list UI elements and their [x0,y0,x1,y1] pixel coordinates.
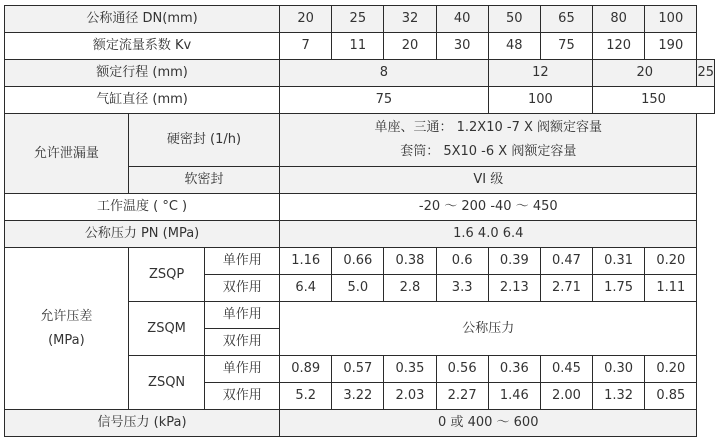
single-acting-label: 单作用 [205,302,280,329]
soft-seal-label: 软密封 [128,167,279,194]
kv-value: 7 [280,33,332,60]
zsqn-single-value: 0.35 [384,356,436,383]
zsqp-double-value: 2.71 [540,275,592,302]
kv-value: 190 [645,33,697,60]
dn-value: 100 [645,6,697,33]
zsqp-double-value: 3.3 [436,275,488,302]
zsqn-single-value: 0.36 [488,356,540,383]
zsqn-double-value: 2.00 [540,383,592,410]
kv-value: 30 [436,33,488,60]
hard-seal-line: 单座、三通： 1.2X10 -7 X 阀额定容量 [374,120,603,135]
zsqp-single-value: 0.47 [540,248,592,275]
zsqp-double-value: 6.4 [280,275,332,302]
zsqp-single-value: 0.38 [384,248,436,275]
diff-label [5,248,129,410]
dn-value: 80 [593,6,645,33]
zsqn-double-value: 3.22 [332,383,384,410]
pressure-value: 1.6 4.0 6.4 [280,221,697,248]
zsqn-single-value: 0.89 [280,356,332,383]
pressure-label: 公称压力 PN (MPa) [5,221,280,248]
temperature-value: -20 ～ 200 -40 ～ 450 [280,194,697,221]
row-zsqp-single [5,248,715,275]
zsqm-value: 公称压力 [280,302,697,356]
dn-value: 50 [488,6,540,33]
zsqp-single-value: 0.6 [436,248,488,275]
diff-label-unit: (MPa) [48,332,85,348]
zsqp-single-value: 0.20 [645,248,697,275]
signal-value: 0 或 400 ～ 600 [280,410,697,437]
zsqp-single-value: 1.16 [280,248,332,275]
zsqp-single-value: 0.66 [332,248,384,275]
zsqp-double-value: 2.13 [488,275,540,302]
zsqn-double-value: 2.03 [384,383,436,410]
dn-value: 20 [280,6,332,33]
row-leakage-hard [5,114,715,167]
dn-value: 32 [384,6,436,33]
dn-value: 25 [332,6,384,33]
model-zsqm: ZSQM [128,302,205,356]
zsqp-double-value: 5.0 [332,275,384,302]
dn-label: 公称通径 DN(mm) [5,6,280,33]
stroke-value: 8 [280,60,489,87]
zsqn-single-value: 0.57 [332,356,384,383]
zsqp-double-value: 1.75 [593,275,645,302]
double-acting-label: 双作用 [205,329,280,356]
zsqn-single-value: 0.45 [540,356,592,383]
diff-label-line: 允许压差 [40,308,93,324]
kv-value: 11 [332,33,384,60]
stroke-value: 20 [593,60,697,87]
double-acting-label: 双作用 [205,275,280,302]
model-zsqn: ZSQN [128,356,205,410]
temperature-label: 工作温度 ( °C ) [5,194,280,221]
hard-seal-value [280,114,697,167]
row-dn [5,6,715,33]
spec-table [4,5,715,437]
model-zsqp: ZSQP [128,248,205,302]
signal-label: 信号压力 (kPa) [5,410,280,437]
hard-seal-label: 硬密封 (1/h) [128,114,279,167]
row-kv [5,33,715,60]
single-acting-label: 单作用 [205,248,280,275]
kv-label: 额定流量系数 Kv [5,33,280,60]
cylinder-label: 气缸直径 (mm) [5,87,280,114]
zsqn-single-value: 0.30 [593,356,645,383]
row-pressure [5,221,715,248]
cylinder-value: 75 [280,87,489,114]
cylinder-value: 150 [593,87,715,114]
zsqn-double-value: 1.32 [593,383,645,410]
leakage-label: 允许泄漏量 [5,114,129,194]
double-acting-label: 双作用 [205,383,280,410]
zsqn-double-value: 0.85 [645,383,697,410]
dn-value: 40 [436,6,488,33]
kv-value: 20 [384,33,436,60]
single-acting-label: 单作用 [205,356,280,383]
kv-value: 75 [540,33,592,60]
zsqn-double-value: 5.2 [280,383,332,410]
stroke-label: 额定行程 (mm) [5,60,280,87]
row-stroke [5,60,715,87]
kv-value: 120 [593,33,645,60]
zsqn-single-value: 0.56 [436,356,488,383]
row-signal [5,410,715,437]
zsqp-single-value: 0.39 [488,248,540,275]
zsqn-double-value: 1.46 [488,383,540,410]
soft-seal-value: VI 级 [280,167,697,194]
stroke-value: 12 [488,60,592,87]
hard-seal-line: 套筒： 5X10 -6 X 阀额定容量 [400,144,577,159]
zsqp-single-value: 0.31 [593,248,645,275]
dn-value: 65 [540,6,592,33]
zsqp-double-value: 1.11 [645,275,697,302]
zsqp-double-value: 2.8 [384,275,436,302]
kv-value: 48 [488,33,540,60]
cylinder-value: 100 [488,87,592,114]
stroke-value: 25 [697,60,715,87]
zsqn-double-value: 2.27 [436,383,488,410]
row-temperature [5,194,715,221]
row-cylinder [5,87,715,114]
zsqn-single-value: 0.20 [645,356,697,383]
